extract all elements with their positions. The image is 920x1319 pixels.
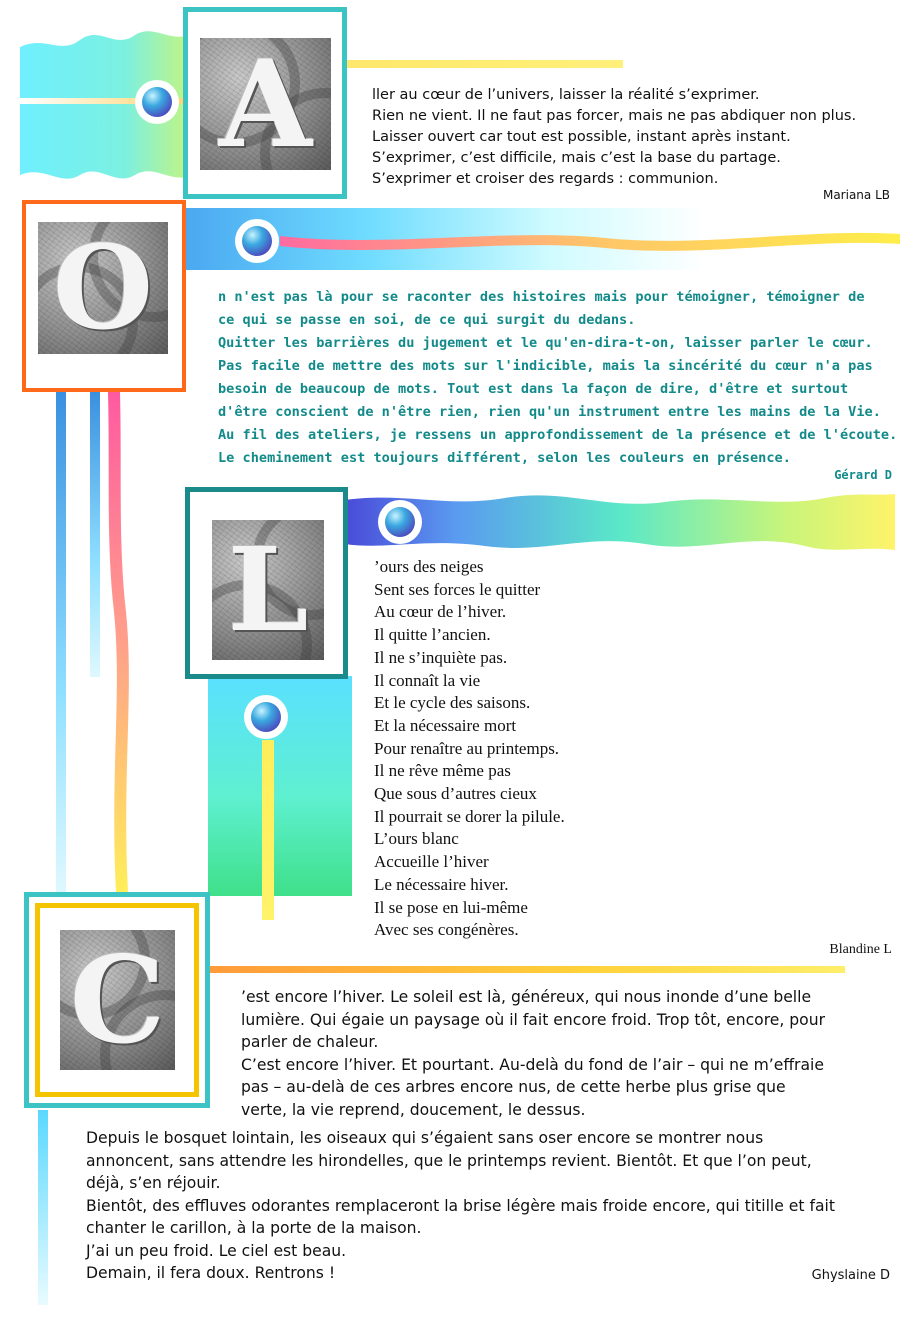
text-line: Pas facile de mettre des mots sur l'indicible, mais la sincérité du cœur n'a pas (218, 358, 873, 374)
poem-line: Sent ses forces le quitter (374, 579, 541, 599)
initial-letter-l: L (227, 522, 309, 658)
orb-icon-o (235, 219, 279, 263)
decorative-vertical-bands (48, 392, 138, 912)
initial-frame-l (185, 487, 348, 679)
poem-line: L’ours blanc (374, 829, 459, 849)
text-line: lumière. Qui égaie un paysage où il fait encore froid. Trop tôt, encore, pour (241, 1010, 826, 1029)
initial-inner-frame-c (35, 903, 199, 1097)
poem-line: Il quitte l’ancien. (374, 625, 491, 645)
poem-line: Le nécessaire hiver. (374, 874, 509, 894)
initial-frame-o (22, 200, 186, 392)
initial-tile-o (38, 222, 168, 354)
text-line: Demain, il fera doux. Rentrons ! (86, 1264, 336, 1282)
decorative-line-c (205, 966, 845, 973)
orb-icon-l-bottom (244, 695, 288, 739)
text-line: besoin de beaucoup de mots. Tout est dans la façon de dire, d'être et surtout (218, 381, 849, 397)
author-signature-c: Ghyslaine D (811, 1268, 890, 1283)
text-line: n n'est pas là pour se raconter des histoires mais pour témoigner, témoigner de (218, 289, 865, 305)
poem-line: Il ne rêve même pas (374, 761, 511, 781)
poem-line: Il se pose en lui-même (374, 897, 528, 917)
text-line: S’exprimer et croiser des regards : communion. (372, 171, 719, 187)
poem-line: Au cœur de l’hiver. (374, 602, 507, 622)
initial-letter-a: A (218, 38, 313, 170)
poem-line: ’ours des neiges (374, 557, 484, 576)
text-line: J’ai un peu froid. Le ciel est beau. (86, 1241, 347, 1260)
section-o-text (218, 286, 897, 470)
initial-tile-l (212, 520, 324, 660)
text-line: Au fil des ateliers, je ressens un approfondissement de la présence et de l'écoute. (218, 427, 898, 443)
initial-letter-o: O (52, 222, 154, 354)
text-line: Quitter les barrières du jugement et le qu'en-dira-t-on, laisser parler le cœur. (218, 335, 873, 351)
decorative-line-top (345, 60, 623, 68)
text-line: ce qui se passe en soi, de ce qui surgit du dedans. (218, 312, 636, 328)
orb-icon-a (135, 80, 179, 124)
poem-line: Et la nécessaire mort (374, 715, 517, 735)
text-line: S’exprimer, c’est difficile, mais c’est la base du partage. (372, 150, 781, 166)
decorative-band-l (345, 488, 895, 558)
section-a-text (372, 85, 856, 190)
text-line: verte, la vie reprend, doucement, le dessus. (241, 1100, 586, 1119)
poem-line: Que sous d’autres cieux (374, 784, 537, 804)
text-line: Le cheminement est toujours différent, selon les couleurs en présence. (218, 450, 791, 466)
text-line: déjà, s’en réjouir. (86, 1174, 221, 1192)
poem-line: Il connaît la vie (374, 670, 481, 690)
text-line: pas – au-delà de ces arbres encore nus, de cette herbe plus grise que (241, 1078, 786, 1096)
poem-line: Et le cycle des saisons. (374, 693, 531, 713)
initial-tile-a (200, 38, 331, 170)
text-line: Bientôt, des effluves odorantes remplaceront la brise légère mais froide encore, qui titille et fait (86, 1196, 835, 1215)
initial-letter-c: C (69, 930, 166, 1070)
decorative-stem-l (262, 740, 274, 920)
section-l-poem (374, 556, 565, 942)
text-line: ller au cœur de l’univers, laisser la réalité s’exprimer. (372, 87, 760, 103)
text-line: Rien ne vient. Il ne faut pas forcer, mais ne pas abdiquer non plus. (372, 108, 857, 124)
author-signature-o: Gérard D (834, 468, 892, 482)
author-signature-a: Mariana LB (822, 188, 890, 202)
text-line: C’est encore l’hiver. Et pourtant. Au-delà du fond de l’air – qui ne m’effraie (241, 1055, 824, 1074)
poem-line: Il ne s’inquiète pas. (374, 647, 508, 667)
initial-frame-a (183, 7, 347, 199)
text-line: Depuis le bosquet lointain, les oiseaux qui s’égaient sans oser encore se montrer nous (86, 1129, 764, 1147)
poem-line: Il pourrait se dorer la pilule. (374, 806, 565, 826)
text-line: parler de chaleur. (241, 1033, 379, 1051)
poem-line: Pour renaître au printemps. (374, 738, 560, 758)
poem-line: Avec ses congénères. (374, 920, 519, 940)
text-line: Laisser ouvert car tout est possible, instant après instant. (372, 129, 791, 145)
author-signature-l: Blandine L (829, 942, 892, 957)
initial-tile-c (60, 930, 175, 1070)
text-line: annoncent, sans attendre les hirondelles, que le printemps revient. Bientôt. Et que l’on peut, (86, 1151, 812, 1170)
decorative-band-o (185, 208, 900, 278)
decorative-vertical-c (38, 1110, 48, 1305)
text-line: ’est encore l’hiver. Le soleil est là, généreux, qui nous inonde d’une belle (241, 988, 812, 1006)
poem-line: Accueille l’hiver (374, 852, 489, 872)
section-c-text-full (86, 1127, 835, 1285)
section-c-text-indented (241, 986, 825, 1121)
text-line: d'être conscient de n'être rien, rien qu'un instrument entre les mains de la Vie. (218, 404, 881, 420)
orb-icon-l-top (378, 500, 422, 544)
initial-frame-c (24, 892, 210, 1108)
text-line: chanter le carillon, à la porte de la maison. (86, 1219, 422, 1237)
